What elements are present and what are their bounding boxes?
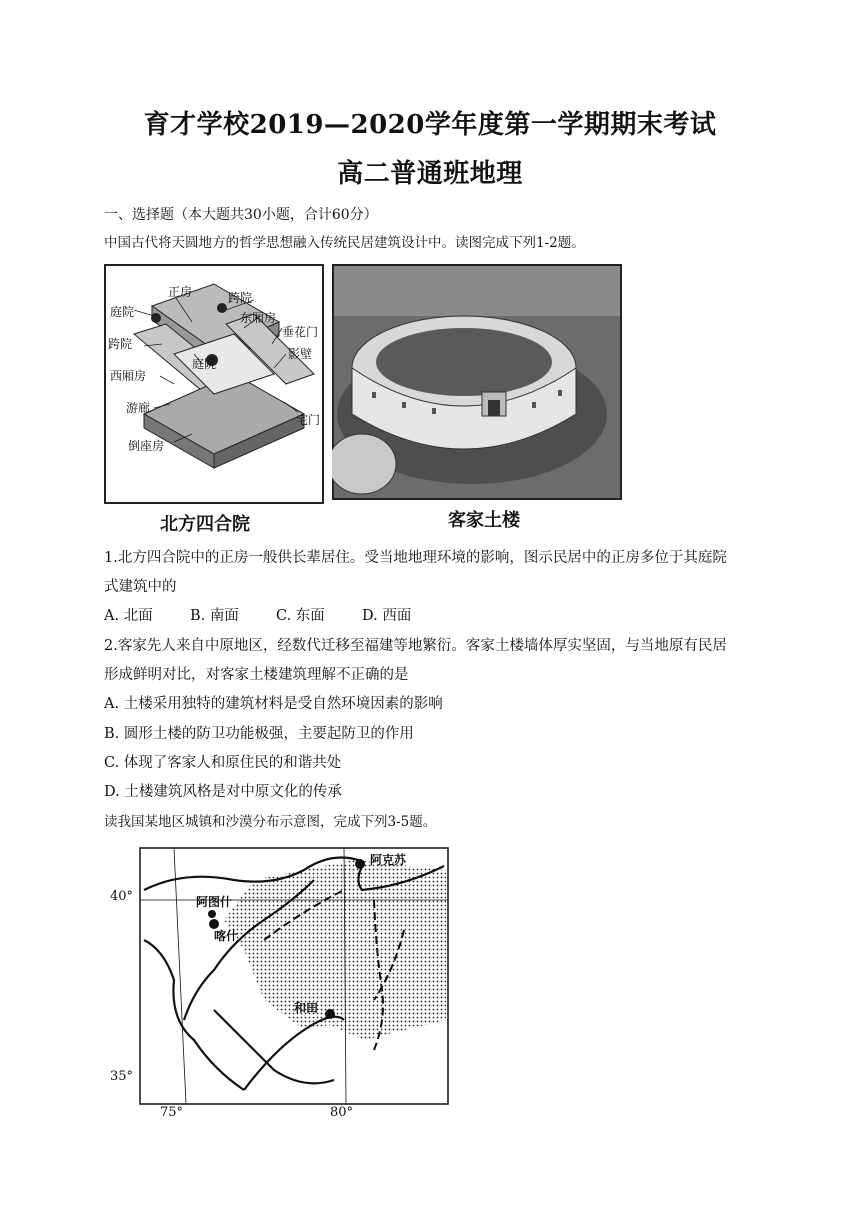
label-kuayuan-right: 跨院 [228, 291, 253, 305]
label-daozuofang: 倒座房 [128, 439, 165, 453]
city-aksu: 阿克苏 [370, 853, 407, 867]
label-tingyuan-top: 庭院 [110, 305, 135, 319]
label-xixiangfang: 西厢房 [110, 369, 147, 383]
lon-label-75: 75° [160, 1105, 184, 1116]
q1-option-a[interactable]: A. 北面 [104, 608, 153, 624]
label-kuayuan-left: 跨院 [108, 337, 133, 351]
q1-options [104, 606, 411, 626]
label-zhengfang: 正房 [168, 285, 193, 299]
tarim-map [104, 840, 454, 1116]
section-heading: 一、选择题（本大题共30小题，合计60分） [104, 207, 378, 223]
tulou-caption: 客家土楼 [448, 510, 520, 531]
label-tingyuan-center: 庭院 [192, 357, 217, 371]
city-artux: 阿图什 [196, 895, 233, 909]
q2-option-d[interactable]: D. 土楼建筑风格是对中原文化的传承 [104, 784, 342, 800]
exam-title: 育才学校2019—2020学年度第一学期期末考试 [143, 110, 717, 140]
q1-option-c[interactable]: C. 东面 [276, 608, 325, 624]
label-dongxiangfang: 东厢房 [240, 311, 277, 325]
lon-label-80: 80° [330, 1105, 354, 1116]
q2-stem-line1: 2.客家先人来自中原地区，经数代迁移至福建等地繁衍。客家土楼墙体厚实坚固，与当地原有民居 [104, 638, 727, 654]
lat-label-40: 40° [110, 889, 134, 904]
exam-subtitle: 高二普通班地理 [337, 159, 523, 189]
q2-stem-line2: 形成鲜明对比，对客家土楼建筑理解不正确的是 [104, 667, 409, 683]
city-hotan: 和田 [294, 1001, 319, 1015]
label-youlang: 游廊 [126, 401, 151, 415]
tulou-photo [332, 264, 622, 500]
city-kashgar: 喀什 [214, 929, 239, 943]
siheyuan-figure [104, 264, 324, 504]
lat-label-35: 35° [110, 1069, 134, 1084]
q2-option-c[interactable]: C. 体现了客家人和原住民的和谐共处 [104, 755, 342, 771]
q1-stem-line1: 1.北方四合院中的正房一般供长辈居住。受当地地理环境的影响，图示民居中的正房多位于其庭院 [104, 550, 727, 566]
group1-intro: 中国古代将天圆地方的哲学思想融入传统民居建筑设计中。读图完成下列1-2题。 [104, 235, 585, 251]
label-chuihuamen: 垂花门 [282, 325, 319, 339]
label-yingbi: 影壁 [288, 347, 313, 361]
q1-option-b[interactable]: B. 南面 [190, 608, 239, 624]
siheyuan-caption: 北方四合院 [160, 514, 250, 535]
group2-intro: 读我国某地区城镇和沙漠分布示意图，完成下列3-5题。 [104, 814, 437, 830]
q2-option-b[interactable]: B. 圆形土楼的防卫功能极强，主要起防卫的作用 [104, 726, 414, 742]
q1-stem-line2: 式建筑中的 [104, 579, 177, 595]
label-zhaimen: 宅门 [296, 413, 321, 427]
q1-option-d[interactable]: D. 西面 [362, 608, 412, 624]
q2-option-a[interactable]: A. 土楼采用独特的建筑材料是受自然环境因素的影响 [104, 696, 443, 712]
